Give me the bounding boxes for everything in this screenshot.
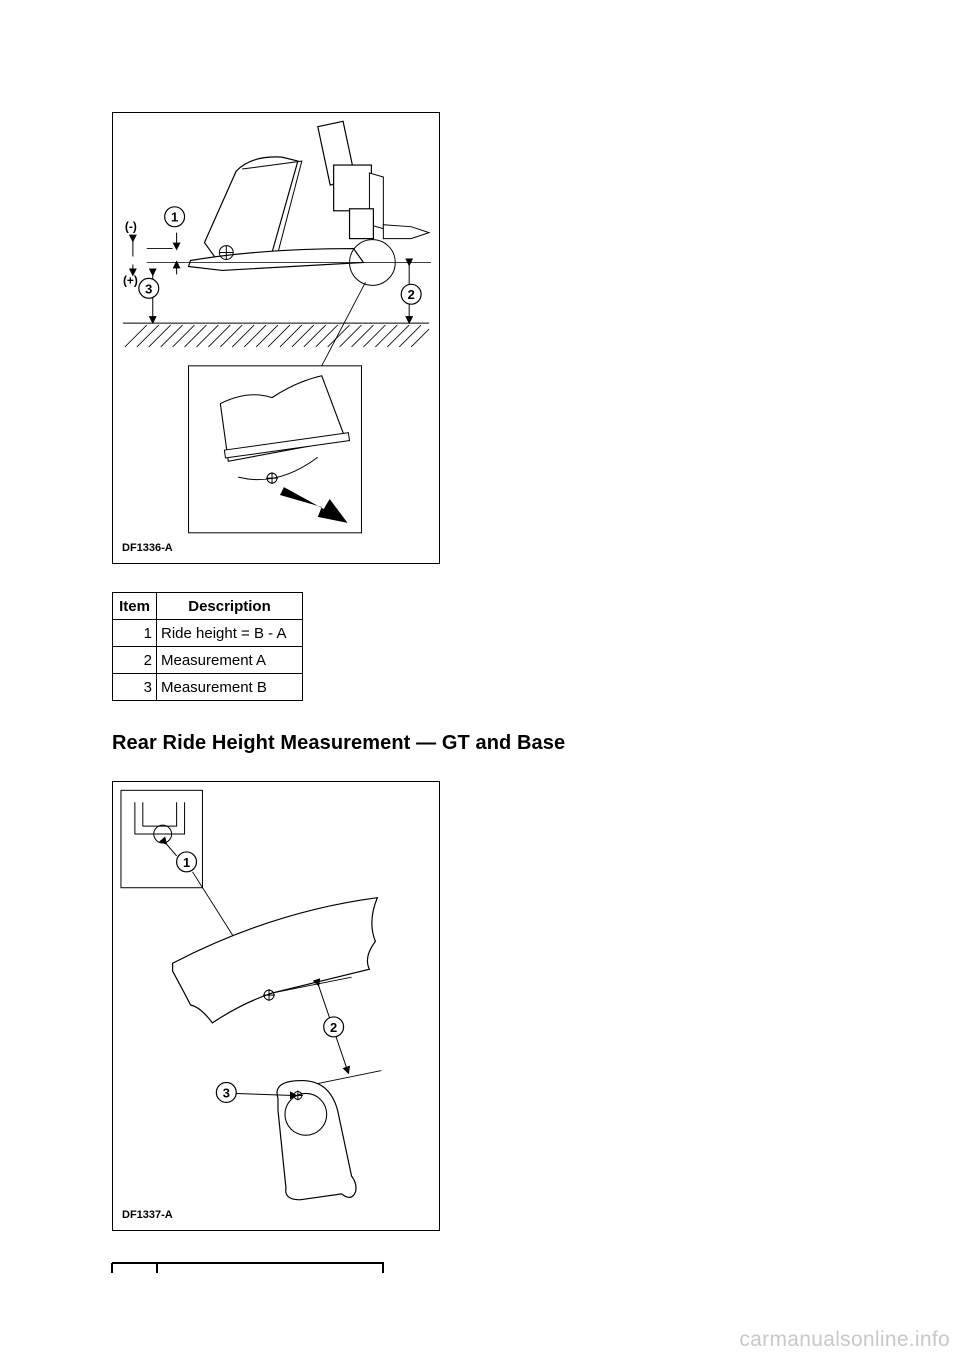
item-description: Measurement A <box>157 647 303 674</box>
callout-1: 1 <box>182 854 191 870</box>
table-row <box>113 647 303 674</box>
column-header-item: Item <box>113 593 157 620</box>
callout-3: 3 <box>222 1085 230 1101</box>
callout-2: 2 <box>407 287 415 303</box>
rear-axle-diagram <box>113 782 439 1230</box>
column-header-description: Description <box>157 593 303 620</box>
watermark-text: carmanualsonline.info <box>739 1328 950 1351</box>
callout-3: 3 <box>145 281 153 297</box>
callout-2: 2 <box>330 1019 338 1035</box>
rear-ride-height-illustration <box>112 781 440 1231</box>
item-description: Measurement B <box>157 674 303 701</box>
item-number: 3 <box>113 674 157 701</box>
table-row <box>113 674 303 701</box>
item-number: 1 <box>113 620 157 647</box>
callout-1: 1 <box>171 209 179 225</box>
item-description-table <box>112 592 303 701</box>
plus-sign-label: (+) <box>122 273 138 288</box>
minus-sign-label: (-) <box>124 219 137 234</box>
next-table-border <box>112 1262 384 1274</box>
figure-code: DF1336-A <box>122 542 173 554</box>
section-heading: Rear Ride Height Measurement — GT and Base <box>112 732 566 754</box>
item-number: 2 <box>113 647 157 674</box>
figure-code: DF1337-A <box>122 1209 173 1221</box>
item-description: Ride height = B - A <box>157 620 303 647</box>
suspension-diagram <box>113 113 439 563</box>
front-ride-height-illustration <box>112 112 440 564</box>
table-row <box>113 620 303 647</box>
